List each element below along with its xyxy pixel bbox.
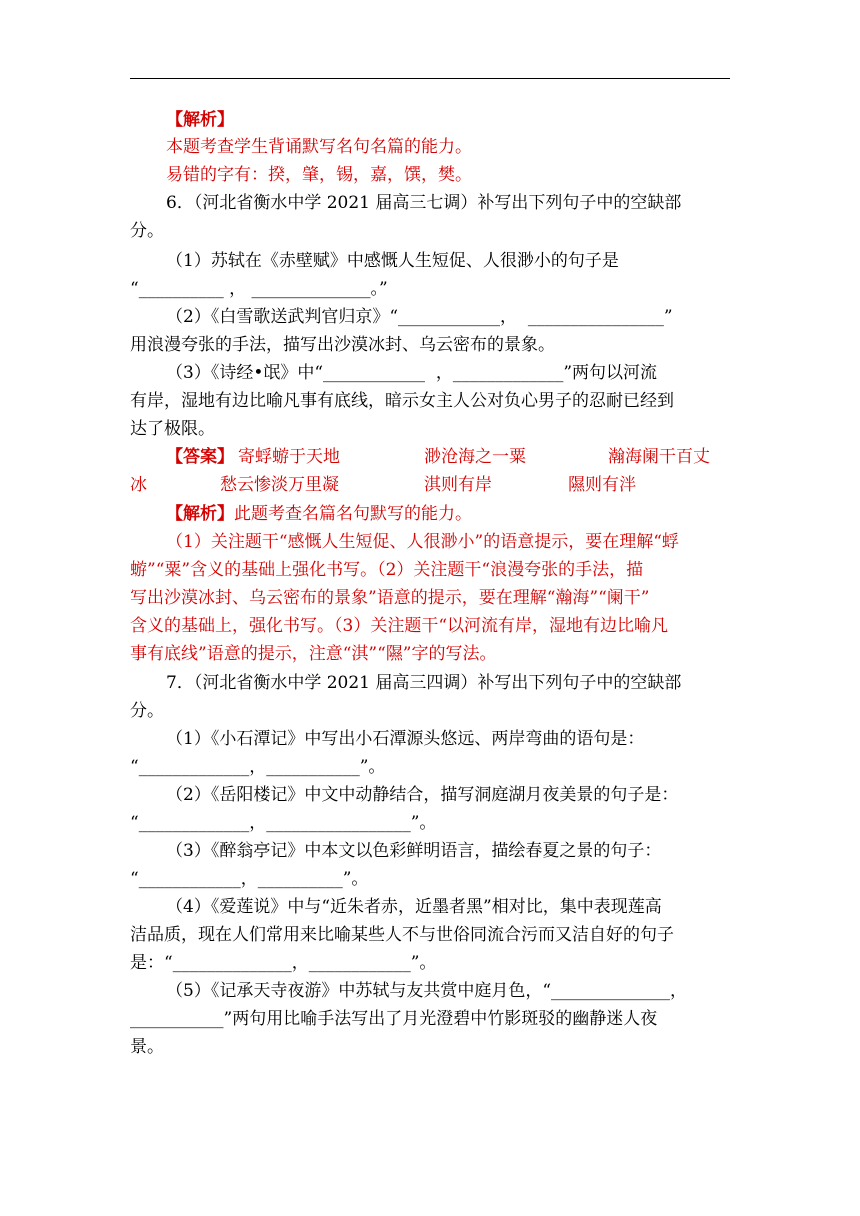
question-6-stem: 分。 [130,221,164,241]
question-7-sub-1: （1）《小石潭记》中写出小石潭源头悠远、两岸弯曲的语句是： [166,729,645,749]
header-rule [130,78,730,79]
answer-tag: 【答案】 [166,447,234,467]
analysis-line: 本题考查学生背诵默写名句名篇的能力。 [166,137,472,157]
answer-item: 冰 [130,475,147,495]
answer-item: 寄蜉蝣于天地 [238,447,340,467]
question-6-blank-1: “__________ ， ______________。” [130,279,388,299]
question-6-sub-3: 有岸，湿地有边比喻凡事有底线，暗示女主人公对负心男子的忍耐已经到 [130,391,674,411]
analysis-header [166,502,472,526]
question-7-blank-4: 是：“______________，____________”。 [130,953,437,973]
question-6-sub-3: 达了极限。 [130,419,215,439]
analysis-tag: 【解析】 [166,110,234,130]
question-6-sub-2: （2）《白雪歌送武判官归京》“____________， ________________” [166,307,673,327]
question-6-sub-3: （3）《诗经•氓》中“____________ ，_____________”两句以河流 [166,363,658,383]
analysis-line: 事有底线”语意的提示，注意“淇”“隰”字的写法。 [130,644,497,664]
analysis-line: 写出沙漠冰封、乌云密布的景象”语意的提示，要在理解“瀚海”“阑干” [130,588,650,608]
question-7-sub-5: ___________”两句用比喻手法写出了月光澄碧中竹影斑驳的幽静迷人夜 [130,1009,658,1029]
question-7-sub-5: 景。 [130,1037,164,1057]
question-7-stem: 分。 [130,701,164,721]
question-7-blank-2: “_____________，_________________”。 [130,813,437,833]
question-7-sub-4: （4）《爱莲说》中与“近朱者赤，近墨者黑”相对比，集中表现莲高 [166,897,662,917]
analysis-line: （1）关注题干“感慨人生短促、人很渺小”的语意提示，要在理解“蜉 [166,532,679,552]
question-7-sub-3: （3）《醉翁亭记》中本文以色彩鲜明语言，描绘春夏之景的句子： [166,841,662,861]
answer-item: 愁云惨淡万里凝 [220,475,339,495]
question-7-blank-3: “____________，__________”。 [130,869,369,889]
question-7-blank-1: “_____________，___________”。 [130,757,386,777]
question-6-stem: 6．（河北省衡水中学 2021 届高三七调）补写出下列句子中的空缺部 [166,193,682,213]
question-7-stem: 7．（河北省衡水中学 2021 届高三四调）补写出下列句子中的空缺部 [166,673,682,693]
analysis-tag: 【解析】 [166,504,234,524]
question-6-sub-1: （1）苏轼在《赤壁赋》中感慨人生短促、人很渺小的句子是 [166,251,619,271]
question-7-sub-5: （5）《记承天寺夜游》中苏轼与友共赏中庭月色，“______________， [166,981,688,1001]
analysis-line: 蝣”“粟”含义的基础上强化书写。（2）关注题干“浪漫夸张的手法，描 [130,560,644,580]
analysis-line: 此题考查名篇名句默写的能力。 [234,504,472,524]
question-7-sub-2: （2）《岳阳楼记》中文中动静结合，描写洞庭湖月夜美景的句子是： [166,785,679,805]
analysis-line: 含义的基础上，强化书写。（3）关注题干“以河流有岸，湿地有边比喻凡 [130,616,669,636]
answer-item: 渺沧海之一粟 [424,447,526,467]
answer-item: 隰则有泮 [568,475,636,495]
question-7-sub-4: 洁品质，现在人们常用来比喻某些人不与世俗同流合污而又洁自好的句子 [130,925,674,945]
question-6-sub-2: 用浪漫夸张的手法，描写出沙漠冰封、乌云密布的景象。 [130,335,555,355]
answer-item: 瀚海阑干百丈 [608,447,710,467]
analysis-line: 易错的字有：揆，肇，锡，嘉，馔，樊。 [166,165,472,185]
answer-item: 淇则有岸 [424,475,492,495]
